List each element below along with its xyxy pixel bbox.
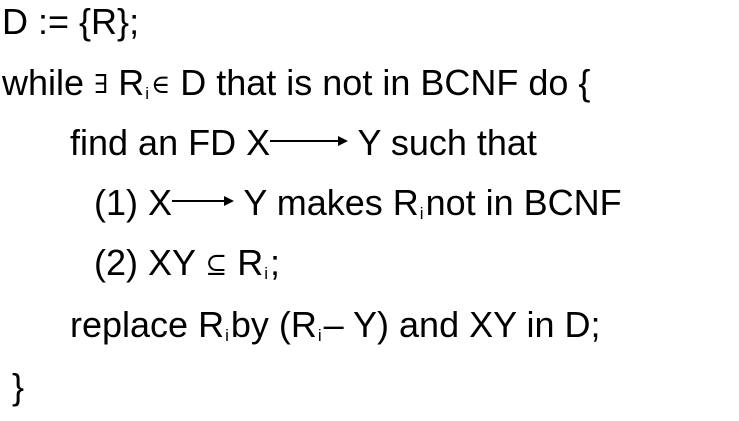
subscript-i: i <box>145 84 149 103</box>
find-text: find an FD X <box>70 122 271 163</box>
close-brace: } <box>12 366 25 407</box>
replace-suffix: – Y) and XY in D; <box>323 304 601 345</box>
init-text: D := {R}; <box>2 1 140 42</box>
right-arrow-icon <box>270 134 348 148</box>
subset-symbol: ⊆ <box>205 250 228 280</box>
while-line <box>2 63 590 103</box>
relation-r: R <box>237 242 264 283</box>
condition-1-line <box>94 183 622 223</box>
while-condition: D that is not in BCNF do { <box>180 62 591 103</box>
element-of-symbol: ∈ <box>150 70 171 100</box>
close-brace-line <box>12 367 24 407</box>
init-line <box>2 2 139 42</box>
replace-prefix: replace R <box>70 304 225 345</box>
cond1-prefix: (1) X <box>94 182 173 223</box>
find-line <box>70 123 537 163</box>
while-keyword: while <box>2 62 85 103</box>
right-arrow-icon <box>172 194 234 208</box>
cond1-mid: Y makes R <box>243 182 419 223</box>
relation-r: R <box>118 62 145 103</box>
cond2-prefix: (2) XY <box>94 242 196 283</box>
cond2-suffix: ; <box>269 242 280 283</box>
exists-symbol: ∃ <box>94 70 109 100</box>
find-suffix: Y such that <box>357 122 537 163</box>
replace-line <box>70 305 601 345</box>
subscript-i: i <box>264 264 268 283</box>
subscript-i: i <box>317 326 322 345</box>
cond1-suffix: not in BCNF <box>425 182 622 223</box>
subscript-i: i <box>419 204 424 223</box>
condition-2-line <box>94 243 280 283</box>
subscript-i: i <box>225 326 229 345</box>
replace-mid: by (R <box>230 304 317 345</box>
